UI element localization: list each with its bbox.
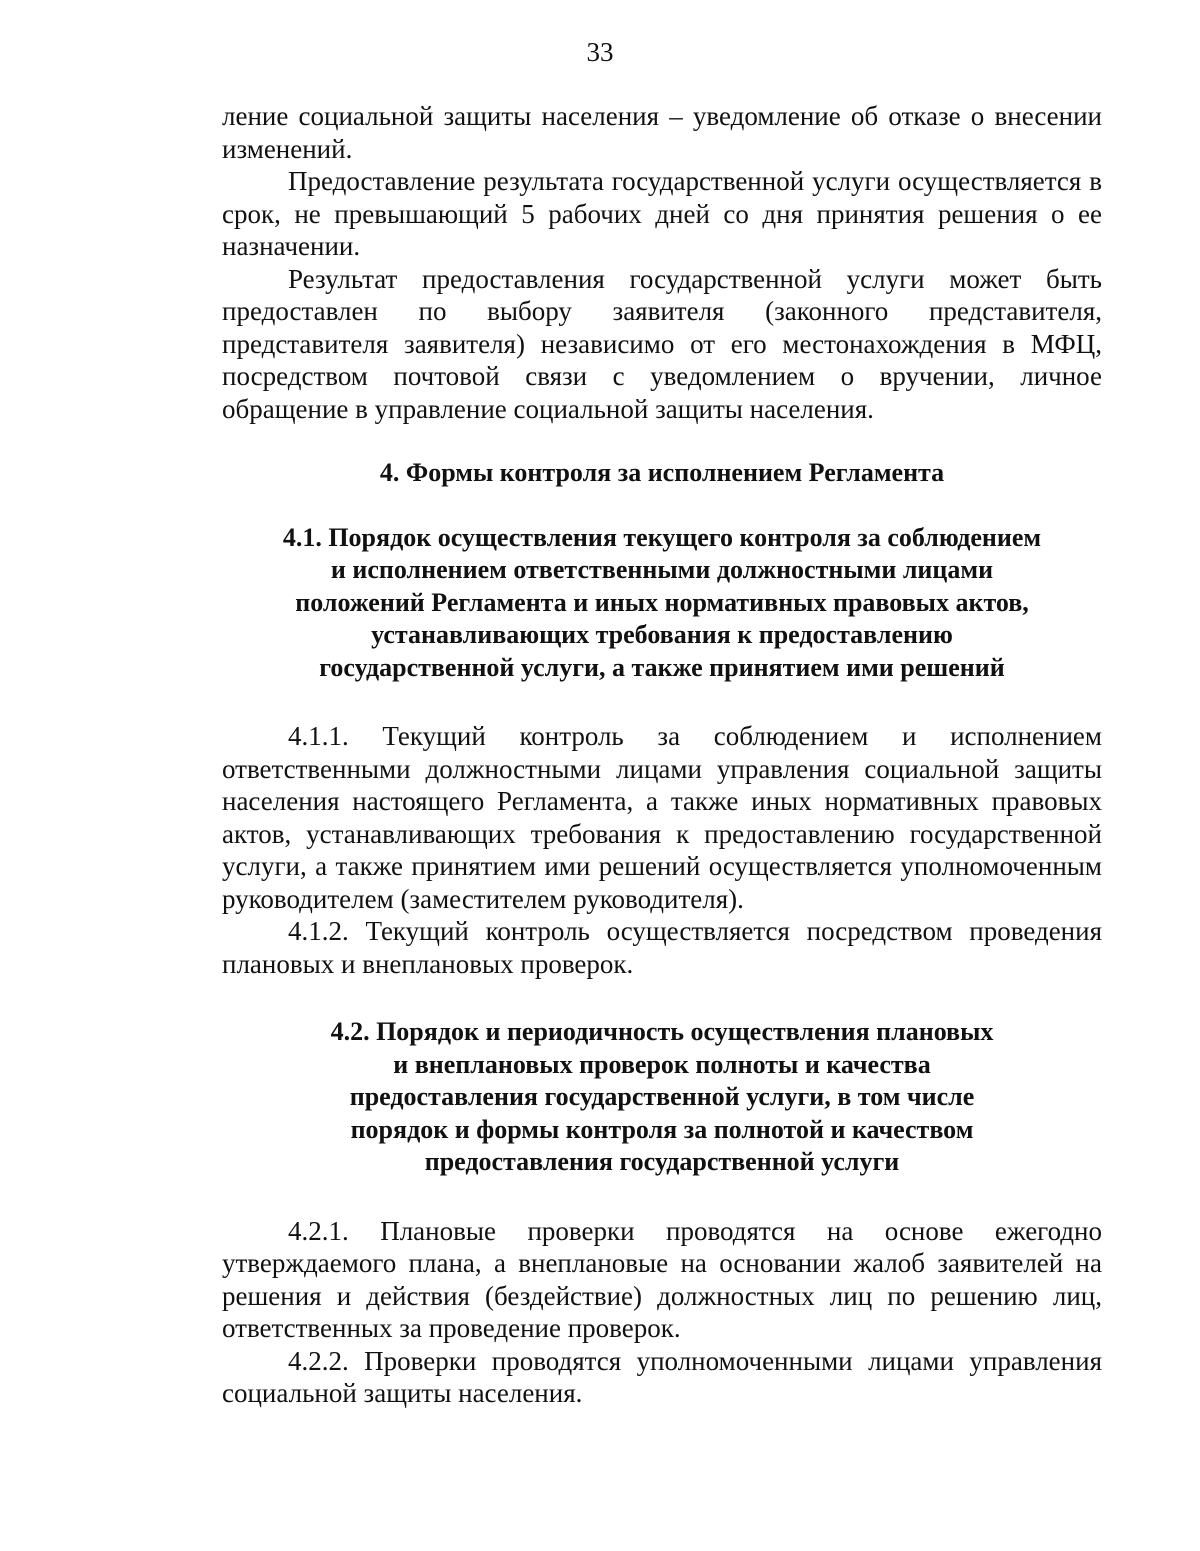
paragraph-result-delivery: Результат предоставления государственной услуги может быть предоставлен по выбору заявителя (законного представителя, представителя заявителя) независимо от его местонахождения в МФЦ, посредством почтовой связи с уведомлением о вручении, личное обращение в управление социальной защиты населения.	[222, 263, 1102, 424]
paragraph-4-2-1: 4.2.1. Плановые проверки проводятся на основе ежегодно утверждаемого плана, а внеплановые на основании жалоб заявителей на решения и действия (бездействие) должностных лиц по решению лиц, ответственных за проведение проверок.	[222, 1215, 1102, 1343]
page-content	[222, 100, 1102, 1410]
section-4-1-title-line: устанавливающих требования к предоставлению	[371, 620, 953, 649]
paragraph-4-1-2: 4.1.2. Текущий контроль осуществляется посредством проведения плановых и внеплановых проверок.	[222, 916, 1102, 979]
section-4-2-title-line: 4.2. Порядок и периодичность осуществления плановых	[330, 1017, 994, 1046]
paragraph-result-term: Предоставление результата государственной услуги осуществляется в срок, не превышающий 5 рабочих дней со дня принятия решения о ее назначении.	[222, 166, 1102, 261]
page-number: 33	[586, 37, 614, 67]
section-4-1-title-line: 4.1. Порядок осуществления текущего контроля за соблюдением	[282, 522, 1042, 552]
section-4-2-title	[222, 1016, 1102, 1179]
section-4-1-title-line: положений Регламента и иных нормативных правовых актов,	[295, 587, 1029, 617]
section-4-1-title-line: государственной услуги, а также принятием ими решений	[319, 652, 1005, 682]
section-4-1-title	[222, 522, 1102, 685]
section-4-2-title-line: предоставления государственной услуги, в том числе	[349, 1082, 975, 1111]
section-4-1-title-line: и исполнением ответственными должностными лицами	[330, 555, 994, 584]
paragraph-4-1-1: 4.1.1. Текущий контроль за соблюдением и исполнением ответственными должностными лицами управления социальной защиты населения настоящего Регламента, а также иных нормативных правовых актов, устанавливающих требования к предоставлению государственной услуги, а также принятием ими решений осуществляется уполномоченным руководителем (заместителем руководителя).	[222, 721, 1102, 914]
section-4-2-title-line: порядок и формы контроля за полнотой и качеством	[350, 1114, 974, 1144]
paragraph-continuation: ление социальной защиты населения – уведомление об отказе о внесении изменений.	[222, 101, 1102, 164]
paragraph-4-2-2: 4.2.2. Проверки проводятся уполномоченными лицами управления социальной защиты населения.	[222, 1345, 1102, 1408]
section-4-2-title-line: предоставления государственной услуги	[424, 1147, 900, 1176]
section-4-2-title-line: и внеплановых проверок полноты и качества	[393, 1049, 931, 1079]
section-4-title: 4. Формы контроля за исполнением Регламента	[379, 458, 945, 487]
